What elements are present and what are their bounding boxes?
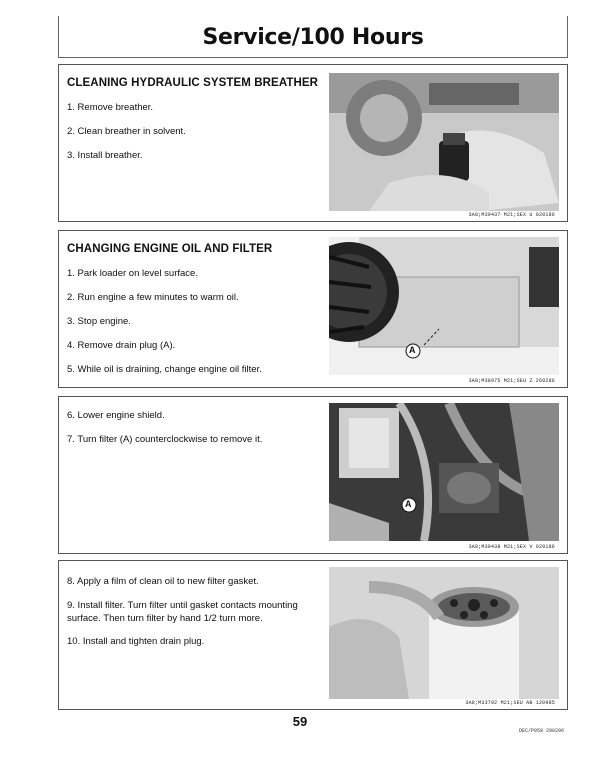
step-item: 1. Park loader on level surface.: [67, 268, 198, 279]
page-number: 59: [292, 714, 308, 729]
step-item: 3. Stop engine.: [67, 316, 131, 327]
section-heading: CHANGING ENGINE OIL AND FILTER: [67, 243, 273, 255]
photo-caption: 3A8;M39437 M21;SEX U 020186: [468, 212, 555, 218]
step-item: 1. Remove breather.: [67, 102, 154, 113]
step-item: 9. Install filter. Turn filter until gasket contacts mounting surface. Then turn filter by hand 1/2 turn more.: [67, 600, 298, 624]
step-item: 2. Run engine a few minutes to warm oil.: [67, 292, 239, 303]
section-heading: CLEANING HYDRAULIC SYSTEM BREATHER: [67, 77, 319, 89]
step-item: 4. Remove drain plug (A).: [67, 340, 176, 351]
photo-caption: 3A8;M38975 M21;SEU Z 260286: [468, 378, 555, 384]
step-item: 6. Lower engine shield.: [67, 410, 165, 421]
section-filter-removal: [58, 396, 568, 554]
photo-caption: 3A8;M33792 M21;SEU AB 120985: [465, 700, 555, 706]
callout-a-label: A: [409, 345, 416, 355]
step-item: 8. Apply a film of clean oil to new filter gasket.: [67, 576, 259, 587]
filter-photo: [329, 567, 559, 699]
step-item: 2. Clean breather in solvent.: [67, 126, 186, 137]
section-hydraulic-breather: [58, 64, 568, 222]
step-item: 10. Install and tighten drain plug.: [67, 636, 205, 647]
photo-caption: 3A8;M39438 M21;SEX V 020186: [468, 544, 555, 550]
callout-a-label: A: [405, 499, 412, 509]
page-header: [58, 16, 568, 58]
step-item: 7. Turn filter (A) counterclockwise to remove it.: [67, 434, 263, 445]
page-title: Service/100 Hours: [202, 25, 424, 50]
footer-code: DEC/P059 290206: [518, 728, 564, 734]
engine-bay-photo: [329, 403, 559, 541]
loader-photo: [329, 237, 559, 375]
section-engine-oil-filter: [58, 230, 568, 388]
breather-photo: [329, 73, 559, 211]
step-item: 3. Install breather.: [67, 150, 143, 161]
step-item: 5. While oil is draining, change engine oil filter.: [67, 364, 262, 375]
section-filter-install: [58, 560, 568, 710]
